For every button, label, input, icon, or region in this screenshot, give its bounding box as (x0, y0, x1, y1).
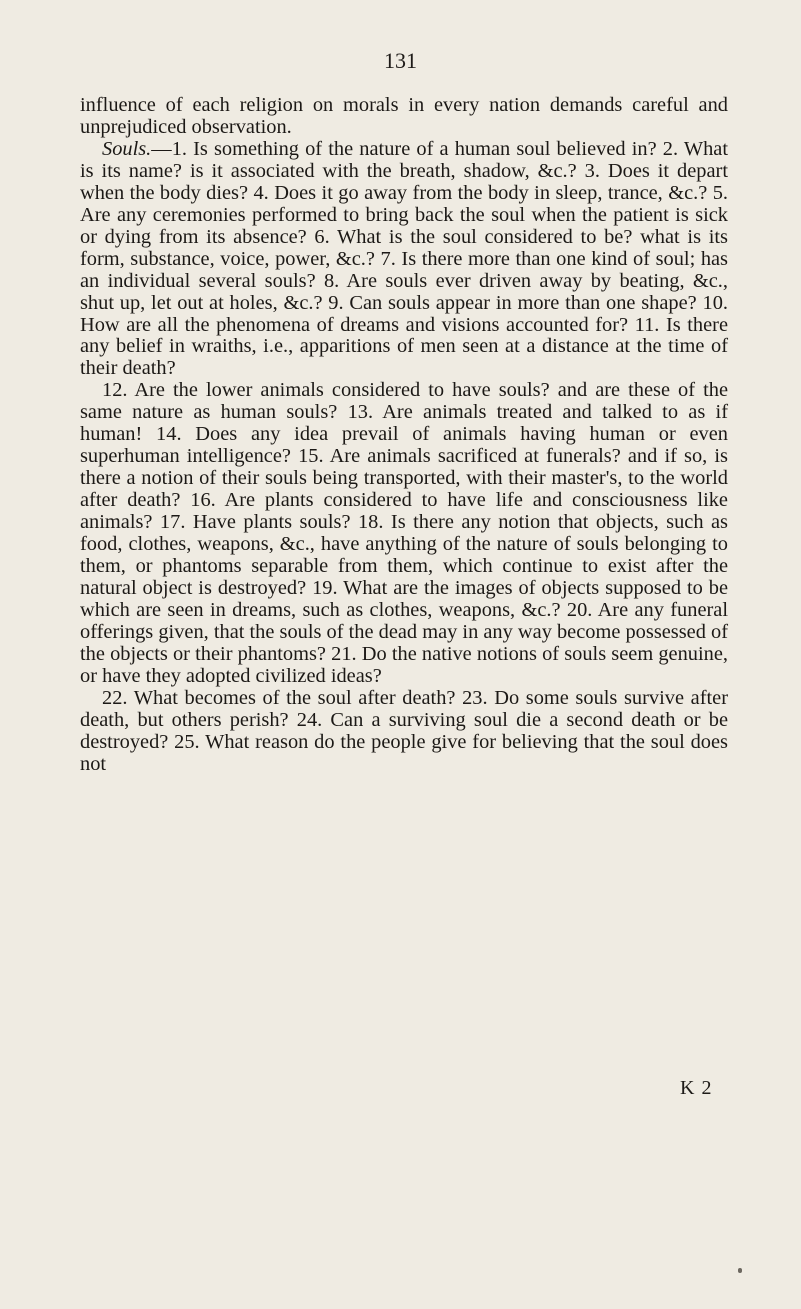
paragraph-animals (80, 380, 728, 687)
ink-speck (738, 1268, 742, 1273)
body-text (80, 95, 728, 776)
paragraph-intro (80, 95, 728, 139)
paragraph-text: 12. Are the lower animals considered to have souls? and are these of the same nature as human souls? 13. Are animals treated and talked to as if human! 14. Does any idea prevail of animals having human or even superhuman intelligence? 15. Are animals sacrificed at funerals? and if so, is there a notion of their souls being transported, with their master's, to the world after death? 16. Are plants considered to have life and consciousness like animals? 17. Have plants souls? 18. Is there any notion that objects, such as food, clothes, weapons, &c., have anything of the nature of souls belonging to them, or phantoms separable from them, which continue to exist after the natural object is destroyed? 19. What are the images of objects supposed to be which are seen in dreams, such as clothes, weapons, &c.? 20. Are any funeral offerings given, that the souls of the dead may in any way become possessed of the objects or their phantoms? 21. Do the native notions of souls seem genuine, or have they adopted civilized ideas? (80, 379, 728, 687)
signature-mark: K 2 (680, 1077, 713, 1099)
page-number: 131 (384, 48, 417, 73)
paragraph-text: —1. Is something of the nature of a human soul believed in? 2. What is its name? is it associated with the breath, shadow, &c.? 3. Does it depart when the body dies? 4. Does it go away from the body in sleep, trance, &c.? 5. Are any ceremonies performed to bring back the soul when the patient is sick or dying from its absence? 6. What is the soul considered to be? what is its form, substance, voice, power, &c.? 7. Is there more than one kind of soul; has an individual several souls? 8. Are souls ever driven away by beating, &c., shut up, let out at holes, &c.? 9. Can souls appear in more than one shape? 10. How are all the phenomena of dreams and visions accounted for? 11. Is there any belief in wraiths, i.e., apparitions of men seen at a distance at the time of their death? (80, 137, 728, 380)
paragraph-text: influence of each religion on morals in every nation demands careful and unprejudiced observation. (80, 94, 728, 138)
section-heading-souls: Souls. (102, 137, 152, 160)
paragraph-after-death (80, 688, 728, 776)
paragraph-text: 22. What becomes of the soul after death? 23. Do some souls survive after death, but others perish? 24. Can a surviving soul die a second death or be destroyed? 25. What reason do the people give for believing that the soul does not (80, 686, 728, 775)
paragraph-souls (80, 139, 728, 380)
